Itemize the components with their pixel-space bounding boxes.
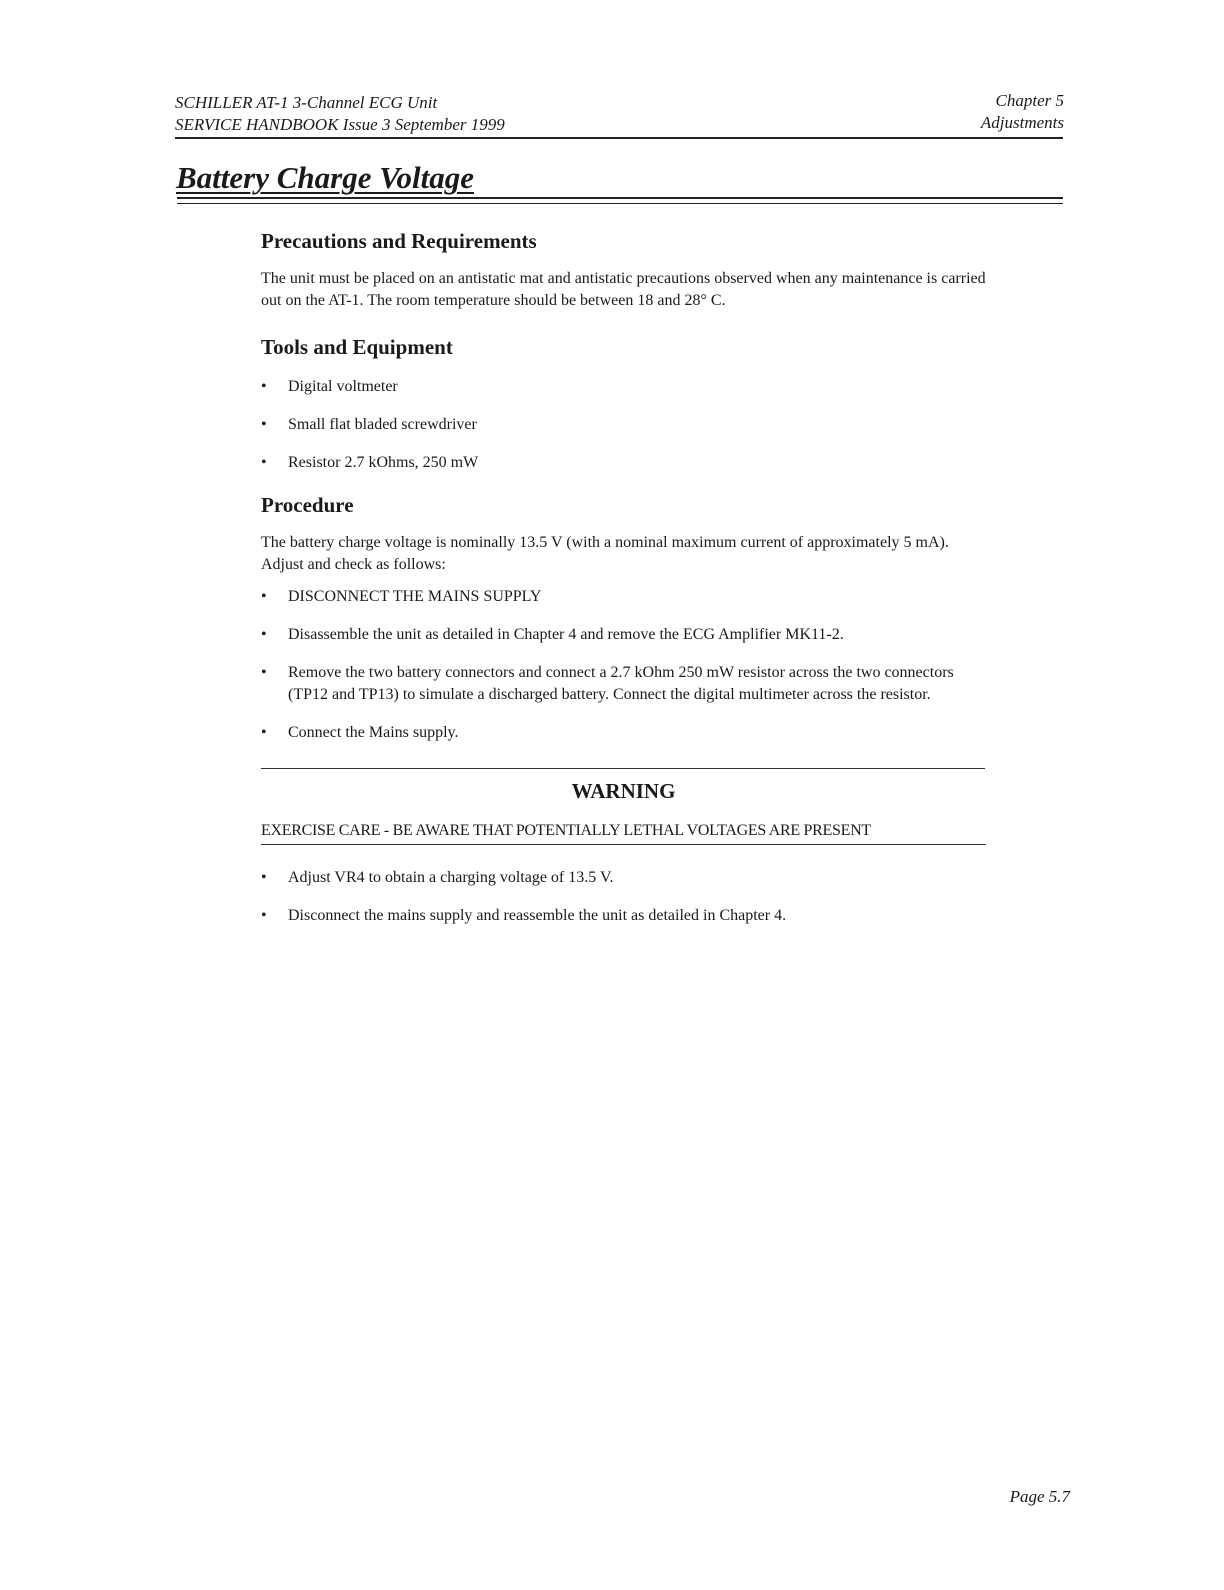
list-item: • Connect the Mains supply. (261, 722, 986, 744)
header-chapter: Chapter 5 (995, 91, 1064, 110)
warning-divider (261, 768, 985, 769)
page-title: Battery Charge Voltage (176, 160, 474, 195)
tools-section (261, 332, 986, 474)
document-header-right (981, 90, 1064, 134)
header-divider (175, 137, 1063, 139)
list-item: • Small flat bladed screwdriver (261, 414, 986, 436)
list-item: • Remove the two battery connectors and connect a 2.7 kOhm 250 mW resistor across the two connectors (TP12 and TP13) to simulate a discharged battery. Connect the digital multimeter across the resistor. (261, 662, 986, 706)
main-content (261, 226, 986, 943)
tools-heading: Tools and Equipment (261, 335, 453, 359)
precautions-heading: Precautions and Requirements (261, 229, 537, 253)
list-item: • Resistor 2.7 kOhms, 250 mW (261, 452, 986, 474)
procedure-section (261, 490, 986, 744)
header-product: SCHILLER AT-1 3-Channel ECG Unit (175, 93, 438, 112)
list-item: • Digital voltmeter (261, 376, 986, 398)
procedure-heading: Procedure (261, 493, 354, 517)
precautions-section (261, 226, 986, 312)
warning-box (261, 768, 986, 845)
warning-text: EXERCISE CARE - BE AWARE THAT POTENTIALLY LETHAL VOLTAGES ARE PRESENT (261, 820, 986, 845)
header-chapter-title: Adjustments (980, 113, 1064, 132)
document-header-left (175, 92, 505, 136)
page-number: Page 5.7 (1009, 1487, 1070, 1506)
procedure-intro: The battery charge voltage is nominally 13.5 V (with a nominal maximum current of approximately 5 mA). Adjust and check as follows: (261, 534, 949, 573)
warning-title: WARNING (571, 779, 676, 803)
procedure-steps (261, 586, 986, 744)
list-item: • Disconnect the mains supply and reassemble the unit as detailed in Chapter 4. (261, 905, 986, 927)
precautions-text: The unit must be placed on an antistatic mat and antistatic precautions observed when any maintenance is carried out on the AT-1. The room temperature should be between 18 and 28° C. (261, 270, 986, 309)
list-item: • Disassemble the unit as detailed in Chapter 4 and remove the ECG Amplifier MK11-2. (261, 624, 986, 646)
title-divider-thin (177, 203, 1063, 204)
list-item: • Adjust VR4 to obtain a charging voltage of 13.5 V. (261, 867, 986, 889)
list-item: • DISCONNECT THE MAINS SUPPLY (261, 586, 986, 608)
tools-list (261, 376, 986, 474)
header-issue: SERVICE HANDBOOK Issue 3 September 1999 (175, 115, 505, 134)
title-divider (177, 197, 1063, 199)
final-steps (261, 867, 986, 927)
